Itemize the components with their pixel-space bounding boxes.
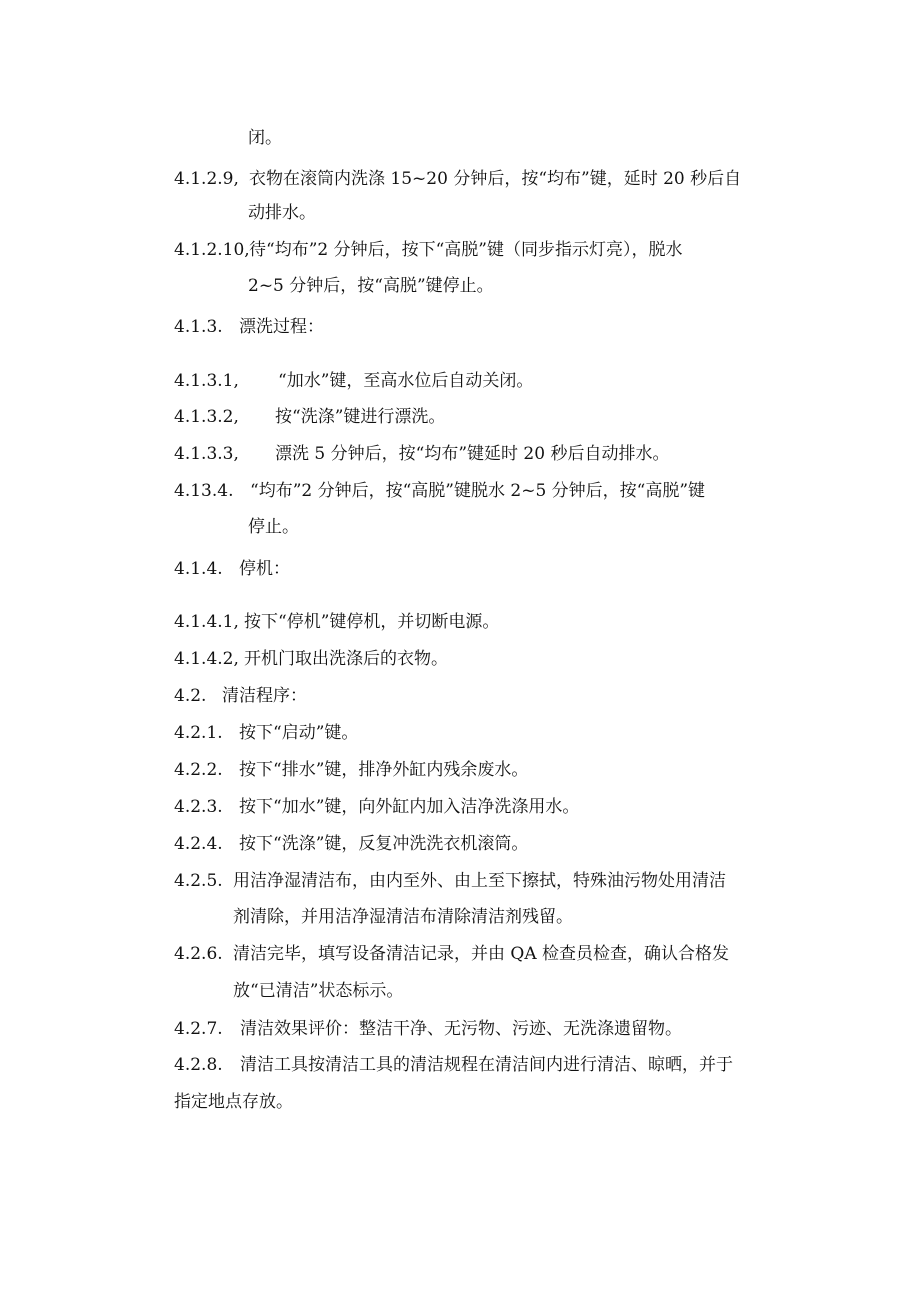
section-number: 4.2.3. [174, 797, 223, 817]
paragraph-line [174, 721, 359, 745]
paragraph-text: 按下“启动”键。 [239, 723, 359, 743]
paragraph-line: 动排水。 [248, 203, 316, 223]
section-number: 4.1.4.2, [174, 649, 239, 669]
section-number: 4.13.4. [174, 481, 234, 501]
paragraph-line: 闭。 [248, 128, 282, 148]
paragraph-text: 按下“停机”键停机，并切断电源。 [244, 612, 500, 632]
paragraph-text: 按下“洗涤”键，反复冲洗洗衣机滚筒。 [239, 834, 529, 854]
section-title: 清洁程序： [222, 686, 307, 706]
paragraph-text: “加水”键，至高水位后自动关闭。 [278, 371, 534, 391]
section-number: 4.2.7. [174, 1019, 223, 1039]
paragraph-line [174, 758, 529, 782]
paragraph-line: 剂清除，并用洁净湿清洁布清除清洁剂残留。 [233, 907, 573, 927]
section-number: 4.1.2.10, [174, 240, 250, 260]
paragraph-line [174, 1017, 682, 1041]
section-heading [174, 315, 324, 339]
section-heading [174, 557, 290, 581]
section-number: 4.1.3.3, [174, 444, 239, 464]
paragraph-text: 按下“排水”键，排净外缸内残余废水。 [239, 760, 529, 780]
section-number: 4.2.4. [174, 834, 223, 854]
paragraph-line: 2~5 分钟后，按“高脱”键停止。 [248, 276, 494, 296]
section-number: 4.1.3. [174, 317, 223, 337]
paragraph-text: 清洁工具按清洁工具的清洁规程在清洁间内进行清洁、晾晒，并于 [240, 1055, 733, 1075]
paragraph-line [174, 369, 534, 393]
paragraph-line [174, 1053, 733, 1077]
paragraph-text: 待“均布”2 分钟后，按下“高脱”键（同步指示灯亮），脱水 [249, 240, 683, 260]
section-title: 漂洗过程： [239, 317, 324, 337]
paragraph-text: “均布”2 分钟后，按“高脱”键脱水 2~5 分钟后，按“高脱”键 [250, 481, 706, 501]
paragraph-line: 指定地点存放。 [174, 1092, 293, 1112]
paragraph-line: 放“已清洁”状态标示。 [233, 981, 404, 1001]
section-heading [174, 684, 307, 708]
paragraph-text: 开机门取出洗涤后的衣物。 [244, 649, 448, 669]
section-number: 4.2.2. [174, 760, 223, 780]
paragraph-text: 清洁完毕，填写设备清洁记录，并由 QA 检查员检查，确认合格发 [233, 944, 730, 964]
paragraph-line [174, 647, 448, 671]
section-number: 4.1.2.9, [174, 169, 239, 189]
paragraph-line [174, 795, 580, 819]
paragraph-text: 衣物在滚筒内洗涤 15~20 分钟后，按“均布”键，延时 20 秒后自 [249, 169, 742, 189]
paragraph-line [174, 405, 446, 429]
section-number: 4.2.1. [174, 723, 223, 743]
section-number: 4.1.3.2, [174, 407, 239, 427]
paragraph-line [174, 942, 730, 966]
section-number: 4.2.8. [174, 1055, 223, 1075]
paragraph-text: 漂洗 5 分钟后，按“均布”键延时 20 秒后自动排水。 [275, 444, 670, 464]
paragraph-text: 用洁净湿清洁布，由内至外、由上至下擦拭，特殊油污物处用清洁 [233, 871, 726, 891]
paragraph-line [174, 238, 683, 262]
section-number: 4.1.4. [174, 559, 223, 579]
paragraph-line [174, 832, 529, 856]
paragraph-text: 清洁效果评价：整洁干净、无污物、污迹、无洗涤遗留物。 [240, 1019, 682, 1039]
section-number: 4.1.3.1, [174, 371, 239, 391]
paragraph-line [174, 610, 500, 634]
section-title: 停机： [239, 559, 290, 579]
paragraph-line [174, 442, 670, 466]
paragraph-line [174, 479, 706, 503]
paragraph-line [174, 167, 742, 191]
section-number: 4.2.6. [174, 944, 223, 964]
paragraph-text: 按下“加水”键，向外缸内加入洁净洗涤用水。 [239, 797, 580, 817]
section-number: 4.1.4.1, [174, 612, 239, 632]
paragraph-text: 按“洗涤”键进行漂洗。 [275, 407, 446, 427]
paragraph-line [174, 869, 726, 893]
section-number: 4.2.5. [174, 871, 223, 891]
section-number: 4.2. [174, 686, 207, 706]
paragraph-line: 停止。 [248, 517, 299, 537]
